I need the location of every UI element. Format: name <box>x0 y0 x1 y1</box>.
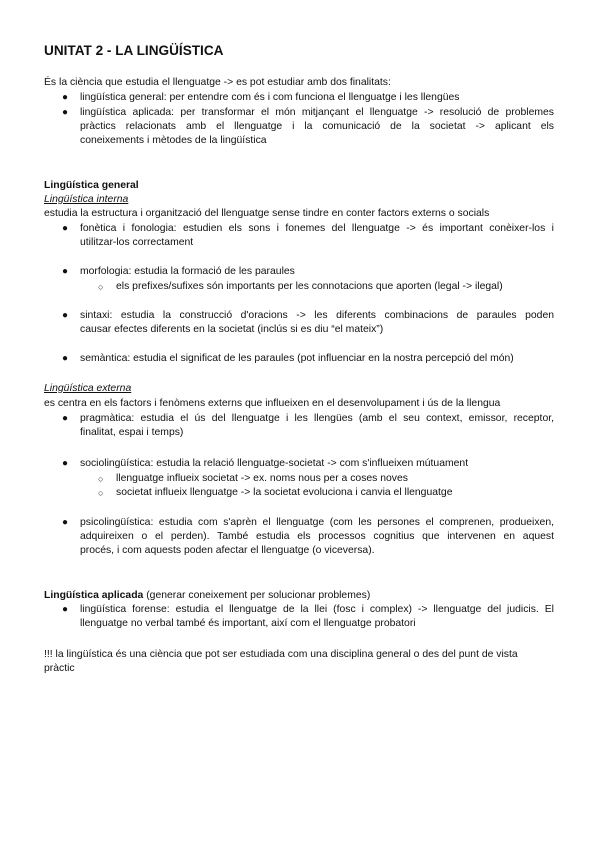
list-item: fonètica i fonologia: estudien els sons i fonemes del llenguatge -> és important conèixer-los i <box>80 223 554 234</box>
bullet-icon: ● <box>62 310 69 321</box>
sub-list-item: els prefixes/sufixes són importants per les connotacions que aporten (legal -> ilegal) <box>116 281 503 292</box>
list-item-continuation: adquireixen o el perden). També estudia els processos cognitius que intervenen en aquest <box>80 531 554 542</box>
bullet-icon: ● <box>62 353 69 364</box>
section-heading-aplicada <box>44 589 370 603</box>
list-item: lingüística general: per entendre com és i com funciona el llenguatge i les llengües <box>80 92 460 103</box>
interna-description: estudia la estructura i organització del llenguatge sense tindre en conter factors externs o socials <box>44 208 490 219</box>
sub-list-item: llenguatge influeix societat -> ex. noms nous per a coses noves <box>116 473 408 484</box>
list-item: sintaxi: estudia la construcció d'oracions -> les diferents combinacions de paraules poden <box>80 310 554 321</box>
section-heading-general: Lingüística general <box>44 180 139 191</box>
list-item-continuation: finalitat, espai i temps) <box>80 427 184 438</box>
bullet-icon: ● <box>62 107 69 118</box>
subheading-externa: Lingüística externa <box>44 383 132 394</box>
list-item: pragmàtica: estudia el ús del llenguatge i les llengües (amb el seu context, emissor, receptor, <box>80 413 554 424</box>
bullet-icon: ● <box>62 517 69 528</box>
aplicada-heading-bold: Lingüística aplicada <box>44 590 144 601</box>
list-item: lingüística forense: estudia el llenguatge de la llei (fosc i complex) -> llenguatge del judicis. El <box>80 604 554 615</box>
list-item-continuation: pràctics relacionats amb el llenguatge i la comunicació de la societat -> aplicant els <box>80 121 554 132</box>
sub-list-item: societat influeix llenguatge -> la societat evoluciona i canvia el llenguatge <box>116 487 453 498</box>
list-item: lingüística aplicada: per transformar el món mitjançant el llenguatge -> resolució de problemes <box>80 107 554 118</box>
page-title: UNITAT 2 - LA LINGÜÍSTICA <box>44 43 224 58</box>
hollow-bullet-icon: ○ <box>98 474 104 484</box>
list-item: sociolingüística: estudia la relació llenguatge-societat -> com s'influeixen mútuament <box>80 458 469 469</box>
list-item-continuation: llenguatge no verbal també és important, així com el llenguatge probatori <box>80 618 416 629</box>
bullet-icon: ● <box>62 266 69 277</box>
intro-text: És la ciència que estudia el llenguatge -> es pot estudiar amb dos finalitats: <box>44 77 391 88</box>
hollow-bullet-icon: ○ <box>98 488 104 498</box>
bullet-icon: ● <box>62 223 69 234</box>
list-item: semàntica: estudia el significat de les paraules (pot influenciar en la nostra percepció del món) <box>80 353 514 364</box>
bullet-icon: ● <box>62 92 69 103</box>
bullet-icon: ● <box>62 458 69 469</box>
list-item-continuation: causar efectes diferents en la societat (inclús si es diu “el mateix”) <box>80 324 384 335</box>
externa-description: es centra en els factors i fenòmens externs que influeixen en el desenvolupament i ús de la llengua <box>44 398 501 409</box>
aplicada-heading-suffix: (generar coneixement per solucionar problemes) <box>143 590 371 601</box>
list-item: morfologia: estudia la formació de les paraules <box>80 266 295 277</box>
note-text: !!! la lingüística és una ciència que pot ser estudiada com una disciplina general o des del punt de vista <box>44 649 518 660</box>
bullet-icon: ● <box>62 413 69 424</box>
list-item: psicolingüística: estudia com s'aprèn el llenguatge (com les persones el comprenen, produeixen, <box>80 517 554 528</box>
bullet-icon: ● <box>62 604 69 615</box>
hollow-bullet-icon: ○ <box>98 282 104 292</box>
note-text-continuation: pràctic <box>44 663 75 674</box>
list-item-continuation: utilitzar-los correctament <box>80 237 194 248</box>
list-item-continuation: coneixements i mètodes de la lingüística <box>80 135 267 146</box>
list-item-continuation: procés, i com aquests poden afectar el llenguatge (o viceversa). <box>80 545 375 556</box>
subheading-interna: Lingüística interna <box>44 194 129 205</box>
